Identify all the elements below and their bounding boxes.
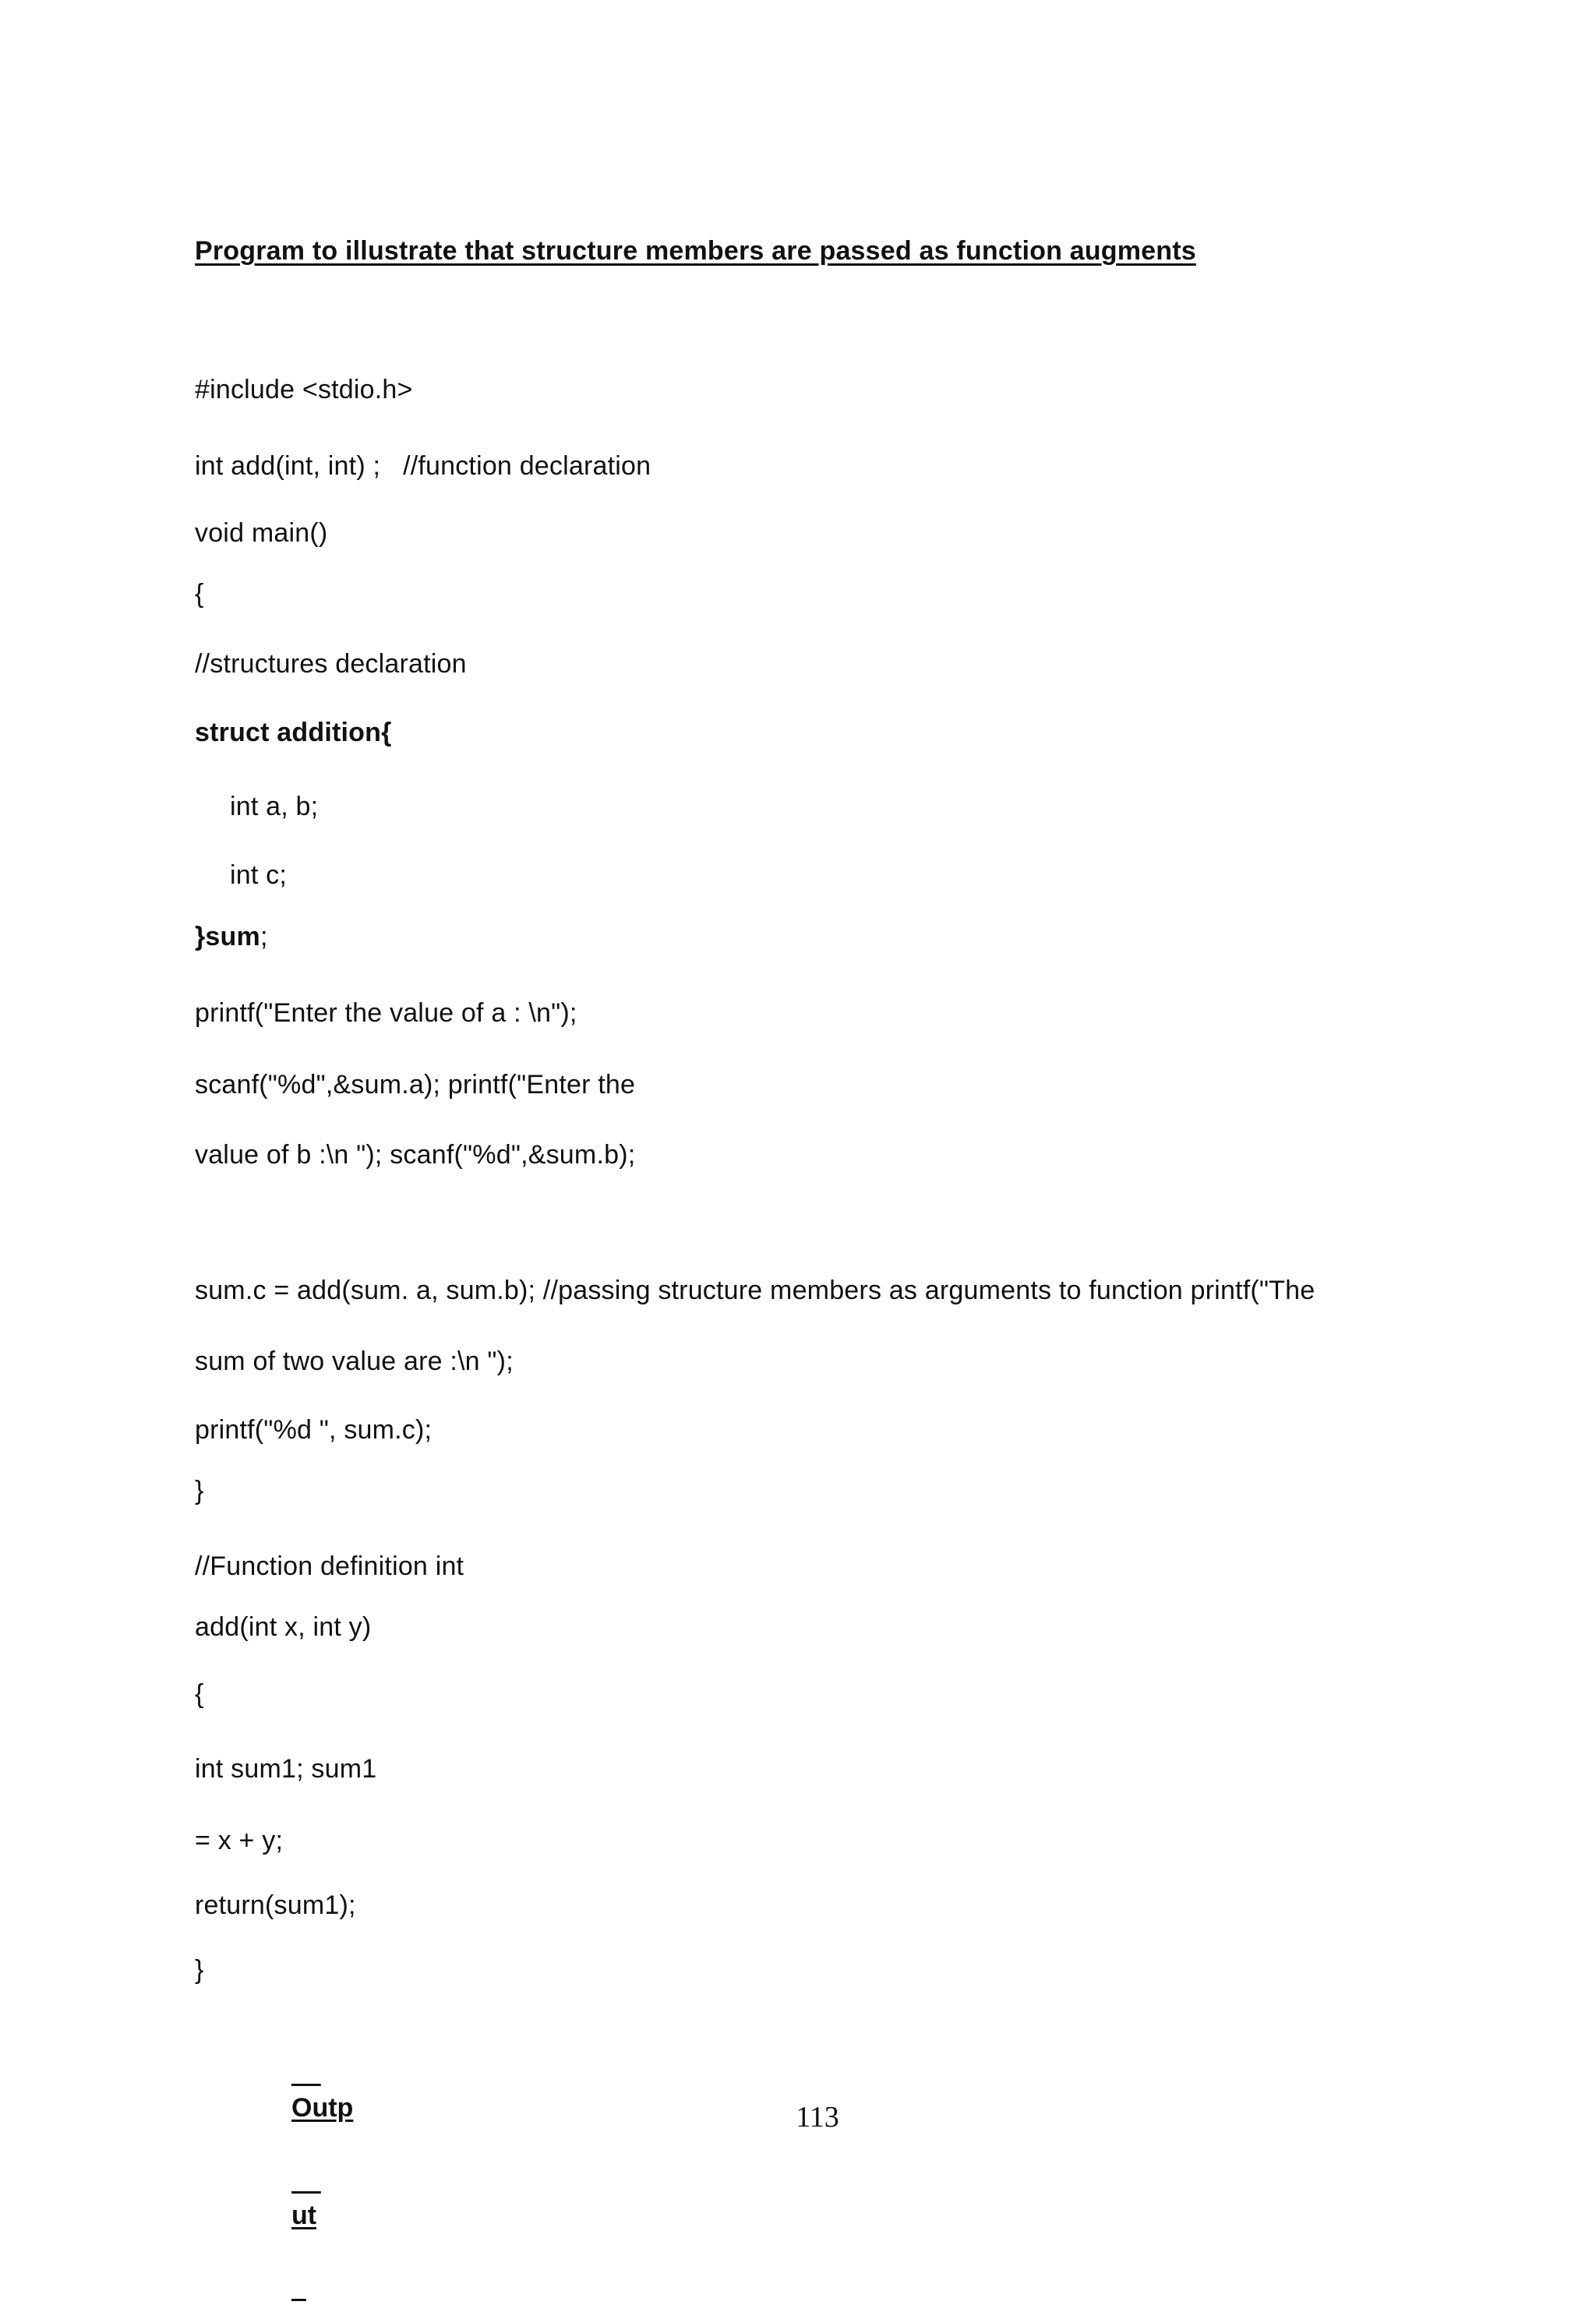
code-line-x-plus-y: = x + y; (195, 1826, 284, 1855)
code-line-sum-two-values: sum of two value are :\n "); (195, 1347, 514, 1376)
page-title: Program to illustrate that structure members are passed as function augments (195, 236, 1196, 266)
code-line-comment-definition: //Function definition int (195, 1551, 464, 1581)
code-line-int-a-b: int a, b; (230, 792, 319, 821)
code-line-printf-a: printf("Enter the value of a : \n"); (195, 998, 577, 1028)
code-line-close-brace-main: } (195, 1476, 204, 1505)
code-line-open-brace-add: { (195, 1679, 204, 1709)
code-line-printf-sum: printf("%d ", sum.c); (195, 1415, 433, 1445)
code-line-struct-close: }sum; (195, 922, 268, 951)
output-heading (291, 2018, 353, 2305)
output-heading-line1: Outp (291, 2093, 354, 2123)
page-number: 113 (796, 2101, 839, 2134)
code-line-return: return(sum1); (195, 1890, 356, 1920)
output-heading-line2: ut (291, 2201, 317, 2230)
code-line-comment-structures: //structures declaration (195, 649, 467, 679)
code-line-struct-addition: struct addition{ (195, 718, 392, 747)
code-line-sum-assign: sum.c = add(sum. a, sum.b); //passing structure members as arguments to function printf("The (195, 1276, 1315, 1305)
code-line-int-c: int c; (230, 860, 288, 890)
code-line-main: void main() (195, 518, 328, 548)
code-line-scanf-b: value of b :\n "); scanf("%d",&sum.b); (195, 1140, 636, 1170)
code-line-add-signature: add(int x, int y) (195, 1612, 372, 1642)
code-line-open-brace: { (195, 579, 204, 609)
code-line-include: #include <stdio.h> (195, 375, 413, 404)
code-line-scanf-a: scanf("%d",&sum.a); printf("Enter the (195, 1070, 636, 1100)
code-line-function-declaration: int add(int, int) ; //function declaration (195, 451, 651, 481)
code-line-close-brace-add: } (195, 1955, 204, 1985)
code-line-int-sum1: int sum1; sum1 (195, 1754, 377, 1784)
